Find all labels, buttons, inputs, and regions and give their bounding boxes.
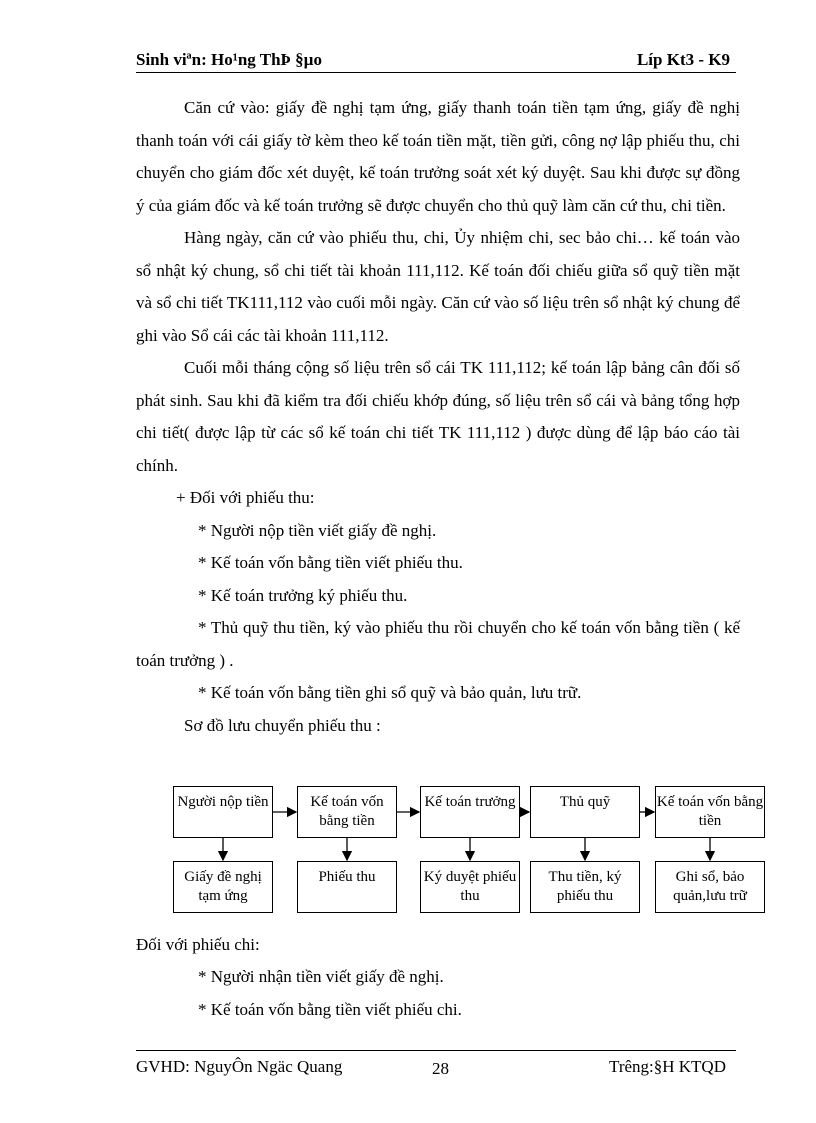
footer-supervisor: GVHD: NguyÔn Ngäc Quang — [136, 1057, 343, 1076]
box-bottom-4: Thu tiền, ký phiếu thu — [530, 861, 640, 913]
payment-section — [136, 928, 740, 1026]
receipt-heading: + Đối với phiếu thu: — [176, 488, 315, 507]
box-top-2: Kế toán vốn bằng tiền — [297, 786, 397, 838]
receipt-item: * Người nộp tiền viết giấy đề nghị. — [198, 520, 437, 540]
header-student: Sinh viªn: Ho¹ng ThÞ §µo — [136, 50, 322, 69]
diagram-label: Sơ đồ lưu chuyển phiếu thu : — [184, 715, 381, 735]
box-top-3: Kế toán trưởng — [420, 786, 520, 838]
receipt-item: * Kế toán trưởng ký phiếu thu. — [198, 585, 408, 605]
paragraph: Cuối mỗi tháng cộng số liệu trên sổ cái TK 111,112; kế toán lập bảng cân đối số phát sinh. Sau khi đã kiểm tra đối chiếu khớp đúng, số liệu trên sổ cái và bảng tổng hợp chi tiết( được lập từ các sổ kế toán chi tiết TK 111,112 ) được dùng để lập báo cáo tài chính. — [136, 358, 740, 475]
box-bottom-2: Phiếu thu — [297, 861, 397, 913]
box-top-4: Thủ quỹ — [530, 786, 640, 838]
box-bottom-1: Giấy đề nghị tạm ứng — [173, 861, 273, 913]
box-bottom-3: Ký duyệt phiếu thu — [420, 861, 520, 913]
box-bottom-5: Ghi sổ, bảo quản,lưu trữ — [655, 861, 765, 913]
page-footer — [136, 1050, 736, 1081]
page-number: 28 — [432, 1059, 449, 1078]
receipt-item: * Kế toán vốn bằng tiền ghi sổ quỹ và bảo quản, lưu trữ. — [198, 683, 582, 702]
receipt-item: * Kế toán vốn bằng tiền viết phiếu thu. — [198, 553, 463, 572]
footer-university: Trêng:§H KTQD — [609, 1057, 726, 1076]
header-class: Líp Kt3 - K9 — [636, 50, 730, 69]
payment-item: * Kế toán vốn bằng tiền viết phiếu chi. — [198, 999, 462, 1019]
box-top-1: Người nộp tiền — [173, 786, 273, 838]
paragraph: Hàng ngày, căn cứ vào phiếu thu, chi, Ủy nhiệm chi, sec bảo chi… kế toán vào sổ nhật ký chung, sổ chi tiết tài khoản 111,112. Kế toán đối chiếu giữa sổ quỹ tiền mặt và sổ chi tiết TK111,112 vào cuối mỗi ngày. Căn cứ vào số liệu trên sổ nhật ký chung để ghi vào Sổ cái các tài khoản 111,112. — [136, 228, 740, 345]
box-top-5: Kế toán vốn bằng tiền — [655, 786, 765, 838]
paragraph: Căn cứ vào: giấy đề nghị tạm ứng, giấy thanh toán tiền tạm ứng, giấy đề nghị thanh toán với cái giấy tờ kèm theo kế toán tiền mặt, tiền gửi, công nợ lập phiếu thu, chi chuyển cho giám đốc xét duyệt, kế toán trưởng soát xét ký duyệt. Sau khi được sự đồng ý của giám đốc và kế toán trưởng sẽ được chuyển cho thủ quỹ làm căn cứ thu, chi tiền. — [136, 98, 740, 215]
payment-heading: Đối với phiếu chi: — [136, 935, 260, 954]
receipt-item: * Thủ quỹ thu tiền, ký vào phiếu thu rồi chuyển cho kế toán vốn bằng tiền ( kế toán trưởng ) . — [136, 618, 740, 670]
payment-item: * Người nhận tiền viết giấy đề nghị. — [198, 967, 444, 986]
